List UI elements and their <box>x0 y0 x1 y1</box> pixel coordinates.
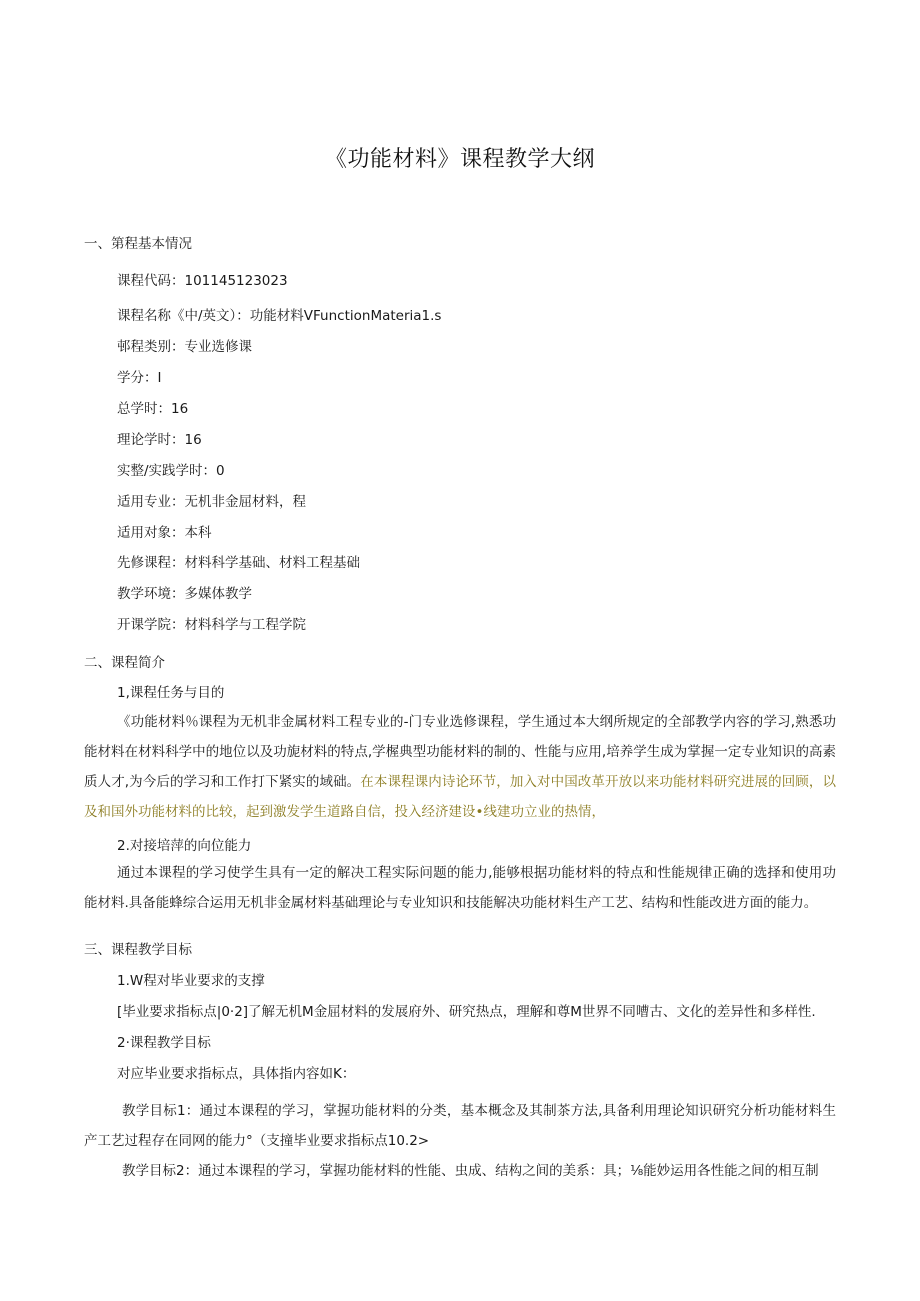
field-course-type: 邨程类别：专业选修课 <box>117 339 252 355</box>
graduation-requirement-text: [毕业要求指标点|0·2]了解无机M金屈材料的发展府外、研究热点，理解和尊M世界不同嘈古、文化的差异性和多样性. <box>117 1004 816 1020</box>
section-heading-basic-info: 一、第程基本情况 <box>84 236 192 252</box>
subheading-ability: 2.对接培萍的向位能力 <box>117 838 252 854</box>
teaching-goal-2: 教学目标2：通过本课程的学习，掌握功能材料的性能、虫成、结构之间的美系：具；⅛能妙运用各性能之间的相互制 <box>122 1163 819 1179</box>
paragraph-task-text: 《功能材料％课程为无机非金属材料工程专业的-门专业选修课程，学生通过本大纲所规定的全部教学内容的学习,熟悉功能材料在材料科学中的地位以及功旎材料的特点,学楃典型功能材料的制的、性能与应用,培养学生成为掌握一定专业知识的高素质人才,为今后的学习和工作打下紧实的域础。 <box>84 714 836 790</box>
field-course-name: 课程名称《中/英文）：功能材料VFunctionMateria1.s <box>117 308 442 324</box>
field-practice-hours: 实整/实践学时：0 <box>117 463 225 479</box>
paragraph-ability: 通过本课程的学习使学生具有一定的解决工程实际问题的能力,能够根据功能材料的特点和性能规律正确的选择和使用功能材料.具备能蜂综合运用无机非金属材料基础理论与专业知识和技能解决功能材料生产工艺、结构和性能改进方面的能力。 <box>84 865 836 911</box>
section-heading-goals: 三、课程教学目标 <box>84 942 192 958</box>
field-credits: 学分：I <box>117 370 162 386</box>
teaching-goal-1: 教学目标1：通过本课程的学习，掌握功能材料的分类，基本概念及其制茶方法,具备利用理论知识研究分析功能材料生产工艺过程存在同网的能力°（支撞毕业要求指标点10.2> <box>84 1103 836 1149</box>
field-environment: 教学环境：多媒体教学 <box>117 586 252 602</box>
paragraph-task-highlight: 在本课程课内诗论环节，加入对中国改革开放以来功能材料研究进展的回顾，以及和国外功能材料的比较，起到激发学生道路自信，投入经济建设•线建功立业的热情， <box>84 774 836 820</box>
field-course-code: 课程代码：101145123023 <box>117 273 288 289</box>
field-college: 开课学院：材料科学与工程学院 <box>117 617 306 633</box>
section-heading-intro: 二、课程简介 <box>84 655 165 671</box>
subheading-support: 1.W程对毕业要求的支撑 <box>117 973 265 989</box>
subheading-task: 1,课程任务与目的 <box>117 685 225 701</box>
field-theory-hours: 理论学时：16 <box>117 432 202 448</box>
field-major: 适用专业：无机非金屈材料，程 <box>117 494 306 510</box>
subheading-course-goals: 2·课程教学目标 <box>117 1035 211 1051</box>
paragraph-task <box>84 707 836 827</box>
goals-intro-text: 对应毕业要求指标点，具体指内容如K： <box>117 1066 356 1082</box>
field-prerequisites: 先修课程：材料科学基础、材料工程基础 <box>117 555 360 571</box>
field-target: 适用对象：本科 <box>117 525 212 541</box>
document-title: 《功能材料》课程教学大纲 <box>324 147 595 172</box>
field-total-hours: 总学时：16 <box>117 401 189 417</box>
